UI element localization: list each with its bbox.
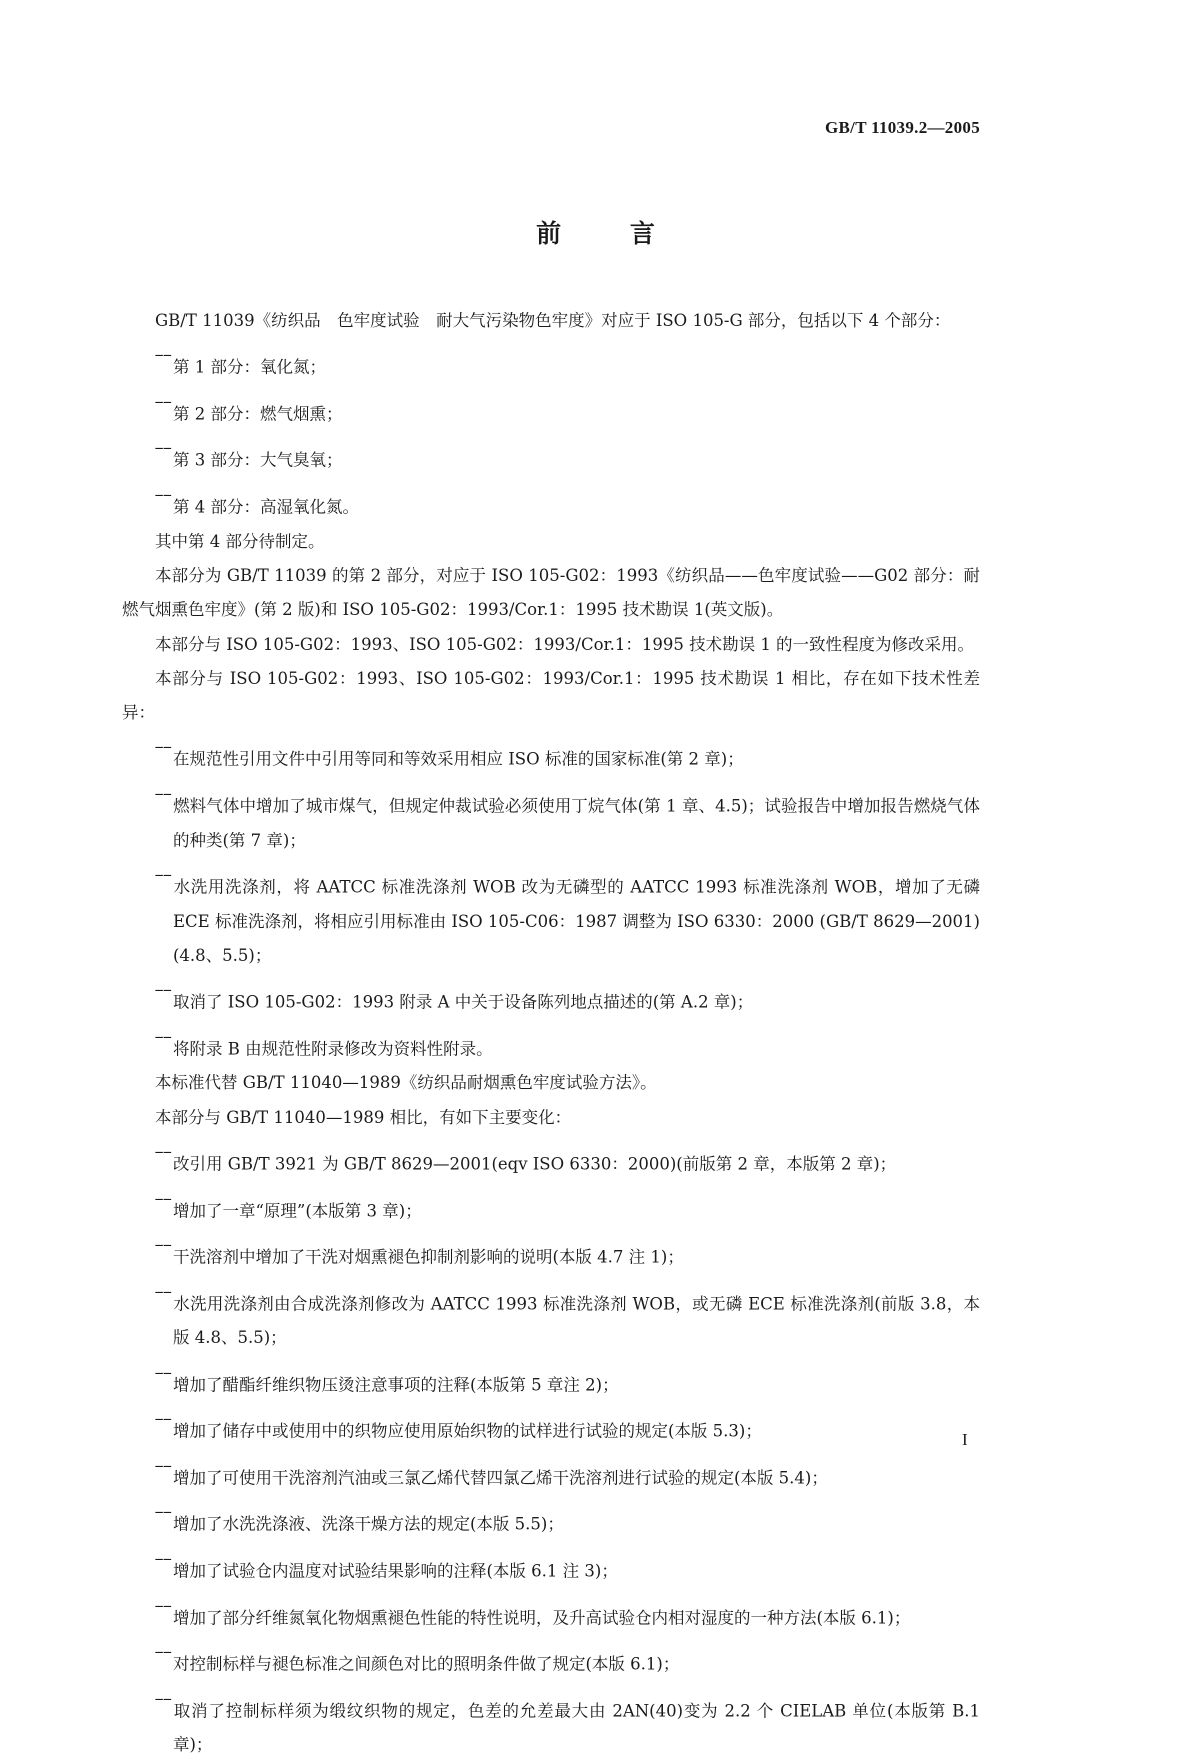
list-dash: —— bbox=[155, 1026, 172, 1046]
text: 增加了储存中或使用中的织物应使用原始织物的试样进行试验的规定(本版 5.3)； bbox=[173, 1421, 762, 1441]
list-dash: —— bbox=[155, 345, 172, 365]
text: 水洗用洗涤剂由合成洗涤剂修改为 AATCC 1993 标准洗涤剂 WOB，或无磷 ECE 标准洗涤剂(前版 3.8，本版 4.8、5.5)； bbox=[173, 1293, 980, 1348]
text: 第 2 部分：燃气烟熏； bbox=[173, 404, 343, 424]
text: 增加了部分纤维氮氧化物烟熏褪色性能的特性说明，及升高试验仓内相对湿度的一种方法(本版 6.1)； bbox=[173, 1607, 911, 1627]
text: 第 4 部分：高湿氧化氮。 bbox=[173, 497, 359, 517]
paragraph bbox=[122, 525, 980, 559]
list-item bbox=[122, 777, 980, 858]
text: 干洗溶剂中增加了干洗对烟熏褪色抑制剂影响的说明(本版 4.7 注 1)； bbox=[173, 1247, 684, 1267]
list-item bbox=[122, 1020, 980, 1067]
text: 增加了一章“原理”(本版第 3 章)； bbox=[173, 1200, 422, 1220]
list-dash: —— bbox=[155, 1141, 172, 1161]
list-item bbox=[122, 1135, 980, 1182]
text: 对控制标样与褪色标准之间颜色对比的照明条件做了规定(本版 6.1)； bbox=[173, 1654, 680, 1674]
text: 增加了试验仓内温度对试验结果影响的注释(本版 6.1 注 3)； bbox=[173, 1561, 618, 1581]
list-dash: —— bbox=[155, 391, 172, 411]
list-item bbox=[122, 1589, 980, 1636]
text: 本部分与 ISO 105-G02：1993、ISO 105-G02：1993/Cor.1：1995 技术勘误 1 相比，存在如下技术性差异： bbox=[122, 668, 980, 723]
list-dash: —— bbox=[155, 1502, 172, 1522]
list-dash: —— bbox=[155, 1595, 172, 1615]
text: 增加了醋酯纤维织物压烫注意事项的注释(本版第 5 章注 2)； bbox=[173, 1374, 619, 1394]
list-dash: —— bbox=[155, 1362, 172, 1382]
list-dash: —— bbox=[155, 1281, 172, 1301]
text: 第 3 部分：大气臭氧； bbox=[173, 450, 343, 470]
page-number: I bbox=[962, 1430, 968, 1449]
list-dash: —— bbox=[155, 485, 172, 505]
list-dash: —— bbox=[155, 980, 172, 1000]
text: 在规范性引用文件中引用等同和等效采用相应 ISO 标准的国家标准(第 2 章)； bbox=[173, 749, 744, 769]
list-item bbox=[122, 478, 980, 525]
list-item bbox=[122, 1182, 980, 1229]
text: 本部分为 GB/T 11039 的第 2 部分，对应于 ISO 105-G02：1993《纺织品——色牢度试验——G02 部分：耐燃气烟熏色牢度》(第 2 版)和 ISO 105-G02：1993/Cor.1：1995 技术勘误 1(英文版)。 bbox=[122, 565, 980, 620]
text: 其中第 4 部分待制定。 bbox=[155, 531, 325, 551]
list-dash: —— bbox=[155, 784, 172, 804]
list-dash: —— bbox=[155, 1188, 172, 1208]
list-item bbox=[122, 1275, 980, 1356]
text: GB/T 11039《纺织品 色牢度试验 耐大气污染物色牢度》对应于 ISO 105-G 部分，包括以下 4 个部分： bbox=[155, 311, 951, 330]
text: 取消了 ISO 105-G02：1993 附录 A 中关于设备陈列地点描述的(第 A.2 章)； bbox=[173, 992, 754, 1012]
foreword-body bbox=[122, 304, 980, 1763]
text: 水洗用洗涤剂，将 AATCC 标准洗涤剂 WOB 改为无磷型的 AATCC 1993 标准洗涤剂 WOB，增加了无磷 ECE 标准洗涤剂，将相应引用标准由 ISO 105-C06：1987 调整为 ISO 6330：2000 (GB/T 8629—2001)(4.8、5.5)； bbox=[173, 877, 980, 965]
list-dash: —— bbox=[155, 1455, 172, 1475]
list-item bbox=[122, 1682, 980, 1763]
paragraph bbox=[122, 628, 980, 662]
paragraph bbox=[122, 559, 980, 628]
list-item bbox=[122, 858, 980, 973]
paragraph bbox=[122, 662, 980, 731]
list-dash: —— bbox=[155, 864, 172, 884]
list-dash: —— bbox=[155, 438, 172, 458]
list-dash: —— bbox=[155, 1409, 172, 1429]
list-dash: —— bbox=[155, 1642, 172, 1662]
text: 本标准代替 GB/T 11040—1989《纺织品耐烟熏色牢度试验方法》。 bbox=[155, 1073, 657, 1093]
paragraph bbox=[122, 1101, 980, 1135]
text: 取消了控制标样须为缎纹织物的规定，色差的允差最大由 2AN(40)变为 2.2 个 CIELAB 单位(本版第 B.1 章)； bbox=[173, 1701, 980, 1755]
list-item bbox=[122, 431, 980, 478]
text: 燃料气体中增加了城市煤气，但规定仲裁试验必须使用丁烷气体(第 1 章、4.5)；试验报告中增加报告燃烧气体的种类(第 7 章)； bbox=[173, 796, 980, 850]
text: 本部分与 ISO 105-G02：1993、ISO 105-G02：1993/Cor.1：1995 技术勘误 1 的一致性程度为修改采用。 bbox=[155, 634, 975, 654]
list-item bbox=[122, 385, 980, 432]
text: 第 1 部分：氧化氮； bbox=[173, 357, 326, 377]
text: 增加了水洗洗涤液、洗涤干燥方法的规定(本版 5.5)； bbox=[173, 1514, 564, 1534]
text: 增加了可使用干洗溶剂汽油或三氯乙烯代替四氯乙烯干洗溶剂进行试验的规定(本版 5.4)； bbox=[173, 1468, 828, 1488]
paragraph bbox=[122, 1066, 980, 1100]
list-item bbox=[122, 1495, 980, 1542]
text: 本部分与 GB/T 11040—1989 相比，有如下主要变化： bbox=[155, 1107, 572, 1127]
list-item bbox=[122, 338, 980, 385]
list-item bbox=[122, 973, 980, 1020]
list-item bbox=[122, 1542, 980, 1589]
list-item bbox=[122, 1356, 980, 1403]
list-dash: —— bbox=[155, 1688, 172, 1708]
page-title: 前 言 bbox=[536, 219, 685, 248]
text: 将附录 B 由规范性附录修改为资料性附录。 bbox=[173, 1039, 493, 1059]
list-item bbox=[122, 730, 980, 777]
paragraph bbox=[122, 304, 980, 338]
list-item bbox=[122, 1402, 980, 1449]
list-dash: —— bbox=[155, 1548, 172, 1568]
list-item bbox=[122, 1228, 980, 1275]
list-dash: —— bbox=[155, 737, 172, 757]
list-item bbox=[122, 1635, 980, 1682]
list-item bbox=[122, 1449, 980, 1496]
text: 改引用 GB/T 3921 为 GB/T 8629—2001(eqv ISO 6330：2000)(前版第 2 章，本版第 2 章)； bbox=[173, 1154, 897, 1174]
standard-code-header: GB/T 11039.2—2005 bbox=[825, 118, 980, 137]
list-dash: —— bbox=[155, 1235, 172, 1255]
